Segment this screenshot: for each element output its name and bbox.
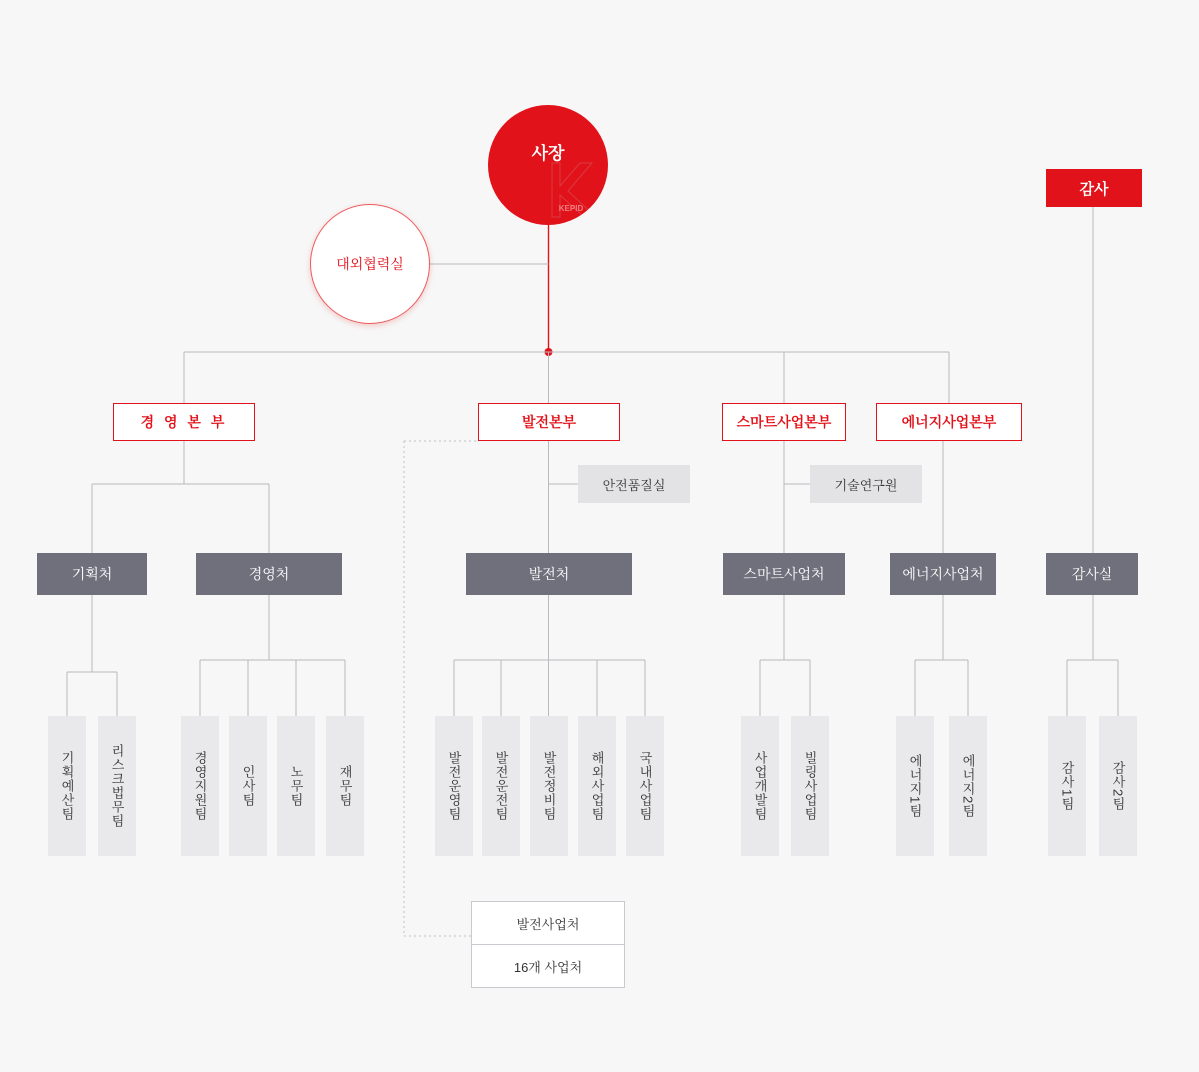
ceo-node[interactable] xyxy=(488,105,608,225)
team-hr-label: 인사팀 xyxy=(240,765,256,807)
hq-power-generation-label: 발전본부 xyxy=(521,414,577,430)
team-audit-2-label: 감사2팀 xyxy=(1110,760,1126,812)
dept-power-generation-node[interactable] xyxy=(466,553,632,595)
team-overseas-business-node[interactable] xyxy=(578,716,616,856)
team-domestic-business-label: 국내사업팀 xyxy=(637,751,653,821)
team-overseas-business-label: 해외사업팀 xyxy=(589,751,605,821)
hq-management-node[interactable] xyxy=(113,403,255,441)
power-business-office-node[interactable] xyxy=(471,901,625,945)
team-finance-node[interactable] xyxy=(326,716,364,856)
team-planning-budget-node[interactable] xyxy=(48,716,86,856)
audit-label: 감사 xyxy=(1079,180,1109,198)
team-domestic-business-node[interactable] xyxy=(626,716,664,856)
team-hr-node[interactable] xyxy=(229,716,267,856)
team-labor-label: 노무팀 xyxy=(288,765,304,807)
technology-research-institute-label: 기술연구원 xyxy=(834,477,898,493)
dept-smart-business-node[interactable] xyxy=(723,553,845,595)
team-power-driving-node[interactable] xyxy=(482,716,520,856)
svg-text:KEPID: KEPID xyxy=(558,204,584,213)
dept-smart-business-label: 스마트사업처 xyxy=(743,566,825,582)
team-energy-1-label: 에너지1팀 xyxy=(907,753,923,819)
hq-energy-business-node[interactable] xyxy=(876,403,1022,441)
team-management-support-node[interactable] xyxy=(181,716,219,856)
team-business-development-label: 사업개발팀 xyxy=(752,751,768,821)
team-power-operation-node[interactable] xyxy=(435,716,473,856)
team-business-development-node[interactable] xyxy=(741,716,779,856)
ceo-label: 사장 xyxy=(531,143,565,163)
dept-power-generation-label: 발전처 xyxy=(528,566,570,582)
team-billing-business-node[interactable] xyxy=(791,716,829,856)
team-power-maintenance-label: 발전정비팀 xyxy=(541,751,557,821)
sixteen-business-offices-label: 16개 사업처 xyxy=(513,959,583,975)
dept-management-node[interactable] xyxy=(196,553,342,595)
external-cooperation-office-label: 대외협력실 xyxy=(336,256,404,272)
dept-audit-office-node[interactable] xyxy=(1046,553,1138,595)
dept-audit-office-label: 감사실 xyxy=(1071,566,1113,582)
hq-smart-business-label: 스마트사업본부 xyxy=(736,414,832,430)
team-audit-1-node[interactable] xyxy=(1048,716,1086,856)
external-cooperation-office-node[interactable] xyxy=(310,204,430,324)
team-audit-1-label: 감사1팀 xyxy=(1059,760,1075,812)
team-audit-2-node[interactable] xyxy=(1099,716,1137,856)
dept-energy-business-label: 에너지사업처 xyxy=(902,566,984,582)
team-management-support-label: 경영지원팀 xyxy=(192,751,208,821)
safety-quality-office-label: 안전품질실 xyxy=(602,477,666,493)
dept-management-label: 경영처 xyxy=(248,566,290,582)
technology-research-institute-node[interactable] xyxy=(810,465,922,503)
team-energy-1-node[interactable] xyxy=(896,716,934,856)
sixteen-business-offices-node[interactable] xyxy=(471,944,625,988)
safety-quality-office-node[interactable] xyxy=(578,465,690,503)
power-business-office-label: 발전사업처 xyxy=(516,916,580,932)
team-energy-2-label: 에너지2팀 xyxy=(960,753,976,819)
hq-power-generation-node[interactable] xyxy=(478,403,620,441)
team-risk-legal-label: 리스크법무팀 xyxy=(109,744,125,828)
hq-energy-business-label: 에너지사업본부 xyxy=(901,414,997,430)
team-planning-budget-label: 기획예산팀 xyxy=(59,751,75,821)
team-finance-label: 재무팀 xyxy=(337,765,353,807)
hq-smart-business-node[interactable] xyxy=(722,403,846,441)
dept-planning-label: 기획처 xyxy=(71,566,113,582)
team-power-maintenance-node[interactable] xyxy=(530,716,568,856)
team-power-driving-label: 발전운전팀 xyxy=(493,751,509,821)
hq-management-label: 경 영 본 부 xyxy=(140,414,228,430)
team-billing-business-label: 빌링사업팀 xyxy=(802,751,818,821)
kepid-brandmark-icon xyxy=(540,159,602,221)
team-risk-legal-node[interactable] xyxy=(98,716,136,856)
team-power-operation-label: 발전운영팀 xyxy=(446,751,462,821)
team-energy-2-node[interactable] xyxy=(949,716,987,856)
team-labor-node[interactable] xyxy=(277,716,315,856)
dept-planning-node[interactable] xyxy=(37,553,147,595)
audit-node[interactable] xyxy=(1046,169,1142,207)
dept-energy-business-node[interactable] xyxy=(890,553,996,595)
